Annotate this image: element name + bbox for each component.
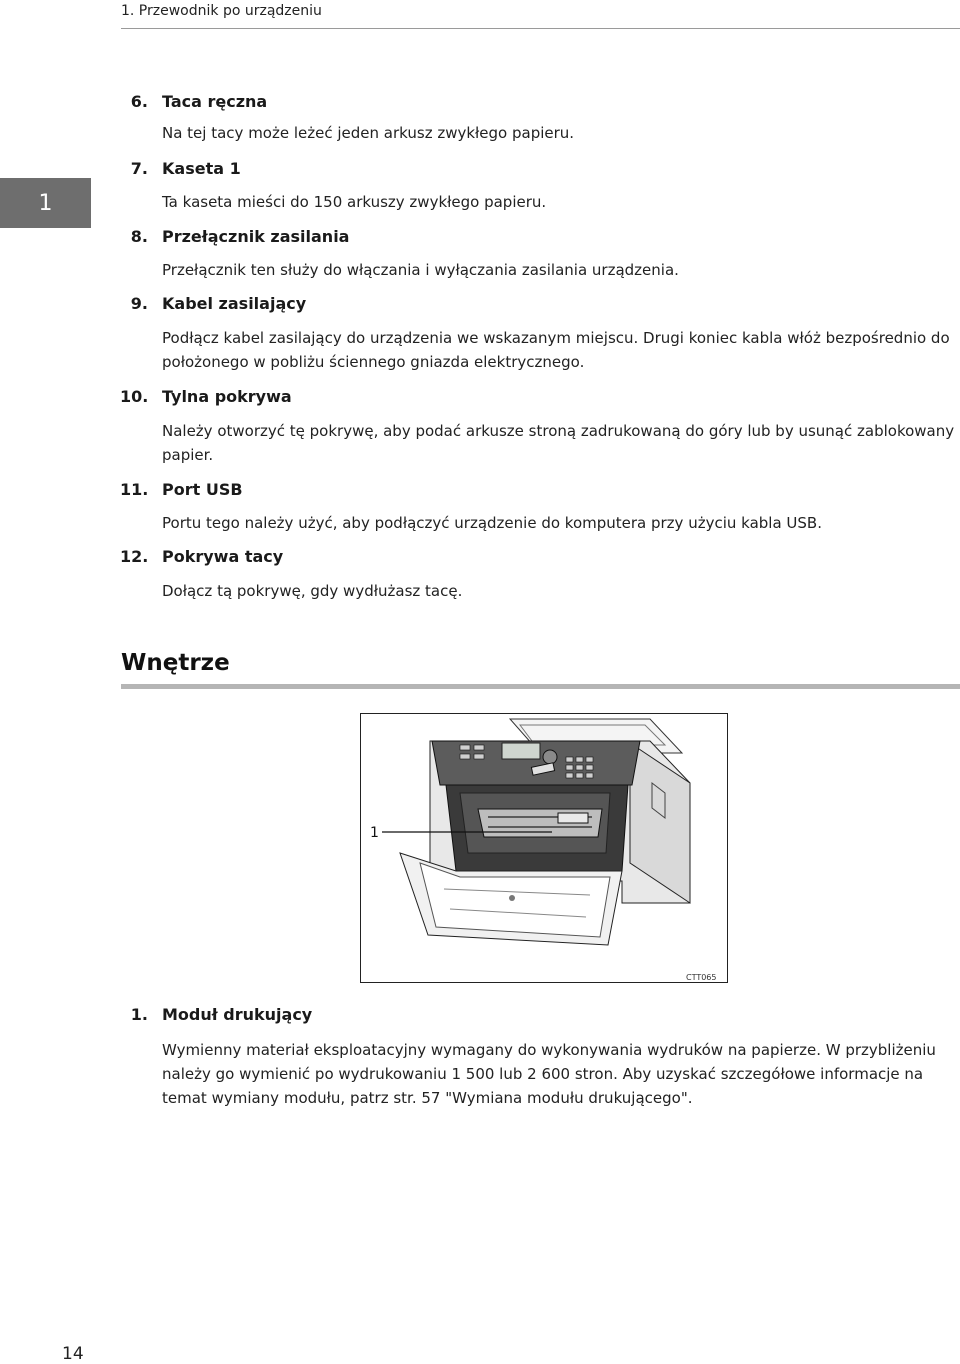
item-description: Wymienny materiał eksploatacyjny wymagany do wykonywania wydruków na papierze. W przybliżeniu należy go wymienić po wydrukowaniu 1 500 lub 2 600 stron. Aby uzyskać szczegółowe informacje na temat wymiany modułu, patrz str. 57 "Wymiana modułu drukującego". [162,1041,936,1107]
item-description: Przełącznik ten służy do włączania i wyłączania zasilania urządzenia. [162,261,679,279]
item-number: 12. [120,547,149,566]
item-number: 10. [120,387,149,406]
item-heading [130,92,268,111]
item-description: Ta kaseta mieści do 150 arkuszy zwykłego papieru. [162,193,547,211]
item-description: Portu tego należy użyć, aby podłączyć urządzenie do komputera przy użyciu kabla USB. [162,514,822,532]
item-heading [130,227,350,246]
item-title: Tylna pokrywa [162,387,292,406]
figure-code-label: CTT065 [686,973,717,982]
running-header: 1. Przewodnik po urządzeniu [121,3,322,19]
section-title: Wnętrze [121,650,230,676]
header-divider [121,28,960,29]
chapter-tab: 1 [0,178,91,228]
item-number: 8. [130,227,148,246]
item-title: Kabel zasilający [162,294,307,313]
item-title: Taca ręczna [162,92,268,111]
section-divider [121,684,960,689]
item-description: Dołącz tą pokrywę, gdy wydłużasz tacę. [162,582,463,600]
item-description: Na tej tacy może leżeć jeden arkusz zwykłego papieru. [162,124,575,142]
printer-interior-illustration [360,713,728,983]
item-description: Należy otworzyć tę pokrywę, aby podać arkusze stroną zadrukowaną do góry lub by usunąć zablokowany papier. [162,422,955,464]
page-number: 14 [62,1344,84,1364]
item-title: Pokrywa tacy [162,547,284,566]
item-title: Kaseta 1 [162,159,241,178]
item-number: 1. [130,1005,148,1024]
item-heading [120,387,292,406]
item-number: 7. [130,159,148,178]
item-title: Port USB [162,480,243,499]
item-number: 11. [120,480,149,499]
item-number: 6. [130,92,148,111]
item-heading [130,159,241,178]
figure-callout-number: 1 [370,825,379,841]
item-title: Przełącznik zasilania [162,227,350,246]
item-heading [120,547,284,566]
item-description: Podłącz kabel zasilający do urządzenia we wskazanym miejscu. Drugi koniec kabla włóż bezpośrednio do położonego w pobliżu ściennego gniazda elektrycznego. [162,329,950,371]
item-title: Moduł drukujący [162,1005,313,1024]
item-number: 9. [130,294,148,313]
item-heading [120,480,243,499]
item-heading [130,1005,313,1024]
item-heading [130,294,307,313]
